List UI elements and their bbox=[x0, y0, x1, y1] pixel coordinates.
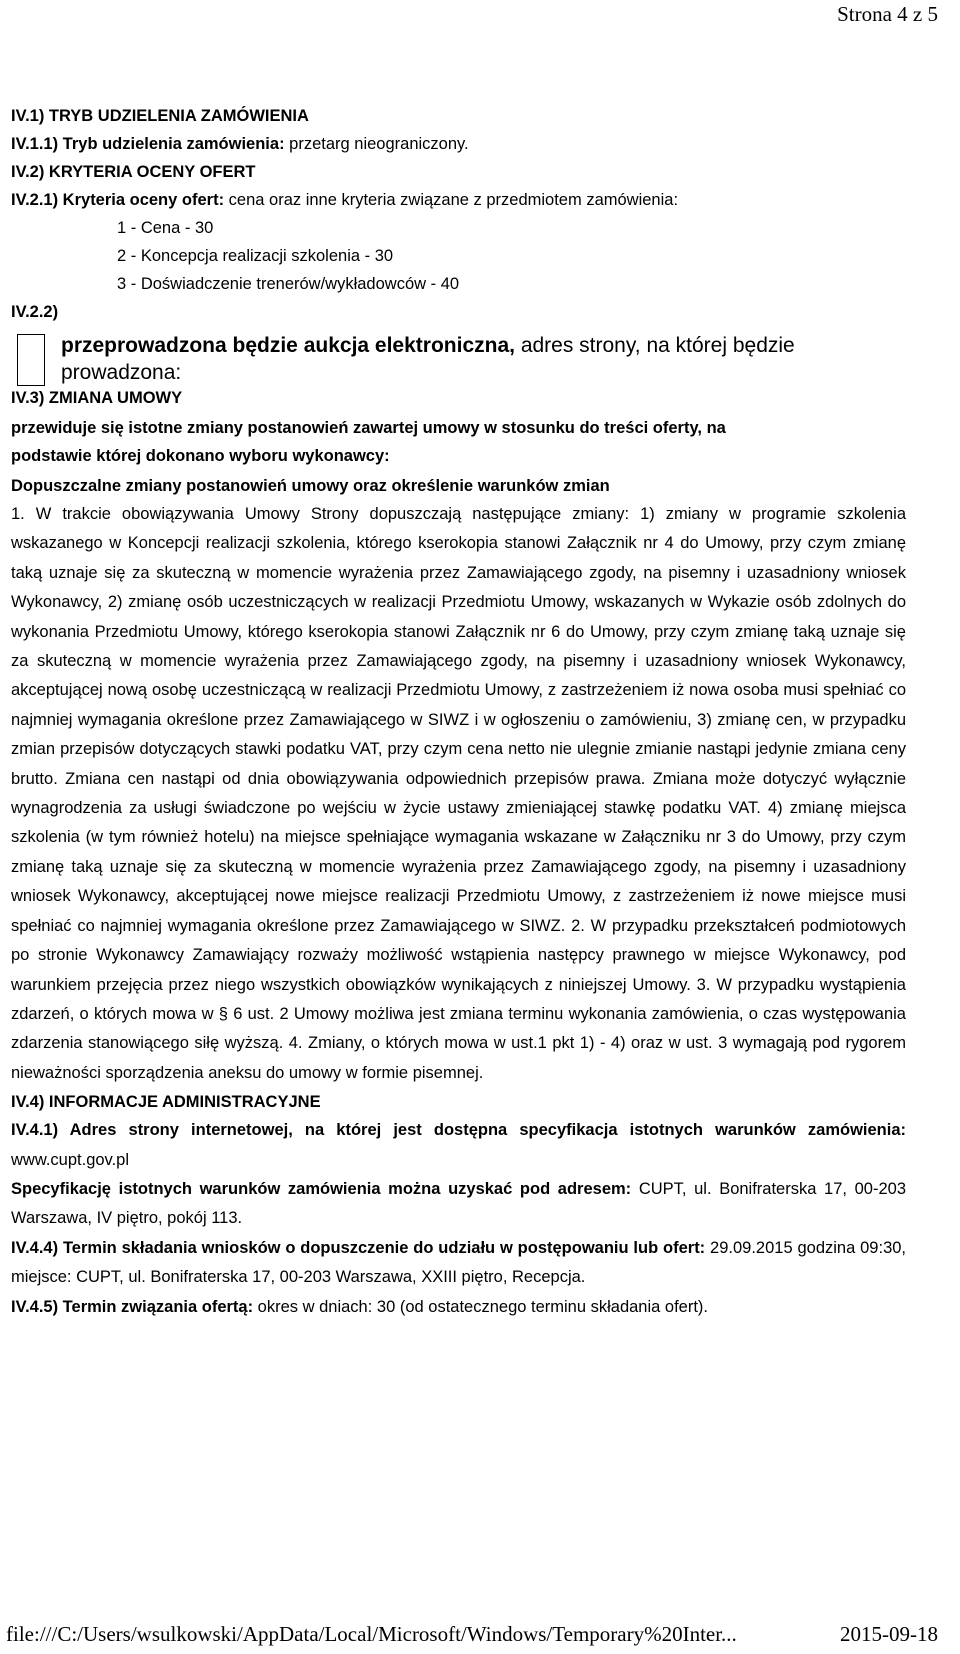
auction-line2: prowadzona: bbox=[61, 361, 182, 384]
iv41-value: www.cupt.gov.pl bbox=[11, 1150, 129, 1169]
page-footer bbox=[6, 1622, 938, 1647]
criterion-item: 1 - Cena - 30 bbox=[117, 219, 214, 237]
iv44-label: IV.4.4) Termin składania wniosków o dopuszczenie do udziału w postępowaniu lub ofert: bbox=[11, 1238, 706, 1257]
document-body bbox=[11, 102, 906, 1322]
iv41-label: IV.4.1) Adres strony internetowej, na której jest dostępna specyfikacja istotnych warunków zamówienia: bbox=[11, 1121, 906, 1140]
section-iv45 bbox=[11, 1293, 906, 1322]
iv3-line2: podstawie której dokonano wyboru wykonawcy: bbox=[11, 447, 390, 465]
auction-text bbox=[61, 332, 795, 386]
auction-option bbox=[11, 328, 906, 386]
iv3-body: 1. W trakcie obowiązywania Umowy Strony dopuszczają następujące zmiany: 1) zmiany w programie szkolenia wskazanego w Koncepcji realizacji szkolenia, którego kserokopia stanowi Załącznik nr 4 do Umowy, przy czym zmianę taką uznaje się za skuteczną w momencie wyrażenia przez Zamawiającego zgody, na pisemny i uzasadniony wniosek Wykonawcy, 2) zmianę osób uczestniczących w realizacji Przedmiotu Umowy, wskazanych w Wykazie osób zdolnych do wykonania Przedmiotu Umowy, którego kserokopia stanowi Załącznik nr 6 do Umowy, przy czym zmianę taką uznaje się za skuteczną w momencie wyrażenia przez Zamawiającego zgody, na pisemny i uzasadniony wniosek Wykonawcy, akceptującej nową osobę uczestniczącą w realizacji Przedmiotu Umowy, z zastrzeżeniem iż nowa osoba musi spełniać co najmniej wymagania określone przez Zamawiającego w SIWZ i w ogłoszeniu o zamówieniu, 3) zmianę cen, w przypadku zmian przepisów dotyczących stawki podatku VAT, przy czym cena netto nie ulegnie zmianie nastąpi jedynie zmiana ceny brutto. Zmiana cen nastąpi od dnia obowiązywania odpowiednich przepisów prawa. Zmiana może dotyczyć wyłącznie wynagrodzenia za usługi świadczone po wejściu w życie ustawy zmieniającej stawkę podatku VAT. 4) zmianę miejsca szkolenia (w tym również hotelu) na miejsce spełniające wymagania wskazane w Załączniku nr 3 do Umowy, przy czym zmianę taką uznaje się za skuteczną w momencie wyrażenia przez Zamawiającego zgody, na pisemny i uzasadniony wniosek Wykonawcy, akceptującej nowe miejsce realizacji Przedmiotu Umowy, z zastrzeżeniem iż nowe miejsce musi spełniać co najmniej wymagania określone przez Zamawiającego w SIWZ. 2. W przypadku przekształceń podmiotowych po stronie Wykonawcy Zamawiający rozważy możliwość wstąpienia następcy prawnego w miejsce Wykonawcy, pod warunkiem przejęcia przez niego wszystkich obowiązków wynikających z niniejszej Umowy. 3. W przypadku wystąpienia zdarzeń, o których mowa w § 6 ust. 2 Umowy możliwa jest zmiana terminu wykonania zamówienia, o czas występowania zdarzenia stanowiącego siłę wyższą. 4. Zmiany, o których mowa w ust.1 pkt 1) - 4) oraz w ust. 3 wymagają pod rygorem nieważności sporządzenia aneksu do umowy w formie pisemnej. bbox=[11, 505, 906, 1082]
footer-path: file:///C:/Users/wsulkowski/AppData/Local/Microsoft/Windows/Temporary%20Inter... bbox=[6, 1622, 737, 1646]
iv45-value: okres w dniach: 30 (od ostatecznego terminu składania ofert). bbox=[257, 1297, 708, 1316]
page-number: Strona 4 z 5 bbox=[837, 2, 938, 26]
spec-label: Specyfikację istotnych warunków zamówienia można uzyskać pod adresem: bbox=[11, 1179, 632, 1198]
section-iv2-title: IV.2) KRYTERIA OCENY OFERT bbox=[11, 163, 256, 181]
iv11-value: przetarg nieograniczony. bbox=[289, 135, 469, 153]
section-iv21 bbox=[11, 186, 906, 214]
section-iv22-label: IV.2.2) bbox=[11, 303, 59, 321]
iv3-subheading: Dopuszczalne zmiany postanowień umowy oraz określenie warunków zmian bbox=[11, 477, 610, 495]
auction-bold: przeprowadzona będzie aukcja elektroniczna, bbox=[61, 334, 515, 357]
section-iv3-title: IV.3) ZMIANA UMOWY bbox=[11, 389, 183, 407]
section-spec bbox=[11, 1175, 906, 1234]
criterion-item: 2 - Koncepcja realizacji szkolenia - 30 bbox=[117, 247, 394, 265]
iv11-label: IV.1.1) Tryb udzielenia zamówienia: bbox=[11, 135, 285, 153]
auction-checkbox bbox=[17, 334, 45, 386]
iv44-value: 29.09.2015 godzina 09:30, miejsce: CUPT, ul. Bonifraterska 17, 00-203 Warszawa, XXIII piętro, Recepcja. bbox=[11, 1238, 906, 1287]
footer-date: 2015-09-18 bbox=[840, 1622, 938, 1646]
auction-normal: adres strony, na której będzie bbox=[520, 334, 795, 357]
iv3-line1: przewiduje się istotne zmiany postanowień zawartej umowy w stosunku do treści oferty, na bbox=[11, 419, 726, 437]
iv21-label: IV.2.1) Kryteria oceny ofert: bbox=[11, 191, 225, 209]
spec-value: CUPT, ul. Bonifraterska 17, 00-203 Warszawa, IV piętro, pokój 113. bbox=[11, 1179, 906, 1228]
section-iv1-title: IV.1) TRYB UDZIELENIA ZAMÓWIENIA bbox=[11, 107, 309, 125]
iv45-label: IV.4.5) Termin związania ofertą: bbox=[11, 1297, 254, 1316]
section-iv11 bbox=[11, 130, 906, 158]
section-iv41 bbox=[11, 1116, 906, 1175]
section-iv44 bbox=[11, 1234, 906, 1293]
section-iv4-title: IV.4) INFORMACJE ADMINISTRACYJNE bbox=[11, 1093, 321, 1112]
iv21-value: cena oraz inne kryteria związane z przedmiotem zamówienia: bbox=[228, 191, 679, 209]
criterion-item: 3 - Doświadczenie trenerów/wykładowców - 40 bbox=[117, 275, 460, 293]
